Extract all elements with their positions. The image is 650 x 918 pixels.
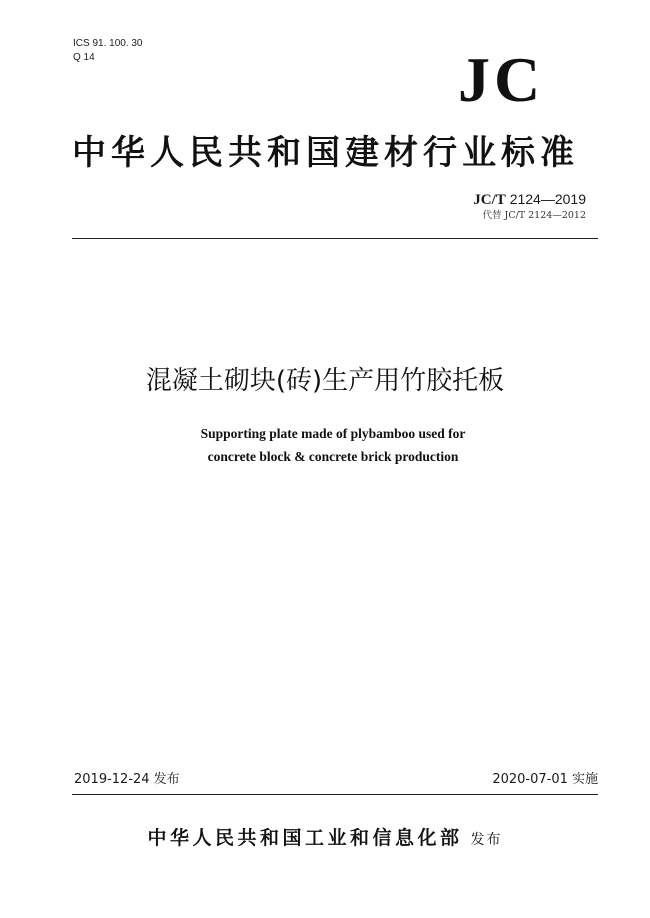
replaces-note: 代替 JC/T 2124—2012	[482, 210, 586, 221]
issuing-authority	[0, 825, 650, 853]
document-title-zh: 混凝土砌块(砖)生产用竹胶托板	[145, 366, 505, 396]
effective-date: 2020-07-01 实施	[492, 772, 598, 787]
document-title-en-line1: Supporting plate made of plybamboo used for	[200, 426, 466, 441]
issuer-action: 发布	[470, 832, 503, 848]
issue-date: 2019-12-24 发布	[74, 772, 180, 787]
standard-code-number: 2124—2019	[509, 191, 586, 207]
issuer-organization: 中华人民共和国工业和信息化部	[147, 827, 463, 849]
standard-category-title: 中华人民共和国建材行业标准	[72, 133, 579, 173]
standard-code	[473, 190, 586, 209]
document-title-en-line2: concrete block & concrete brick production	[207, 449, 459, 464]
standard-code-prefix: JC/T	[473, 192, 506, 208]
classification-codes	[73, 37, 143, 65]
footer-divider	[72, 794, 598, 795]
jc-logo: JC	[458, 44, 545, 115]
ccs-code: Q 14	[73, 52, 95, 63]
header-divider	[72, 238, 598, 239]
ics-code: ICS 91. 100. 30	[73, 38, 143, 49]
